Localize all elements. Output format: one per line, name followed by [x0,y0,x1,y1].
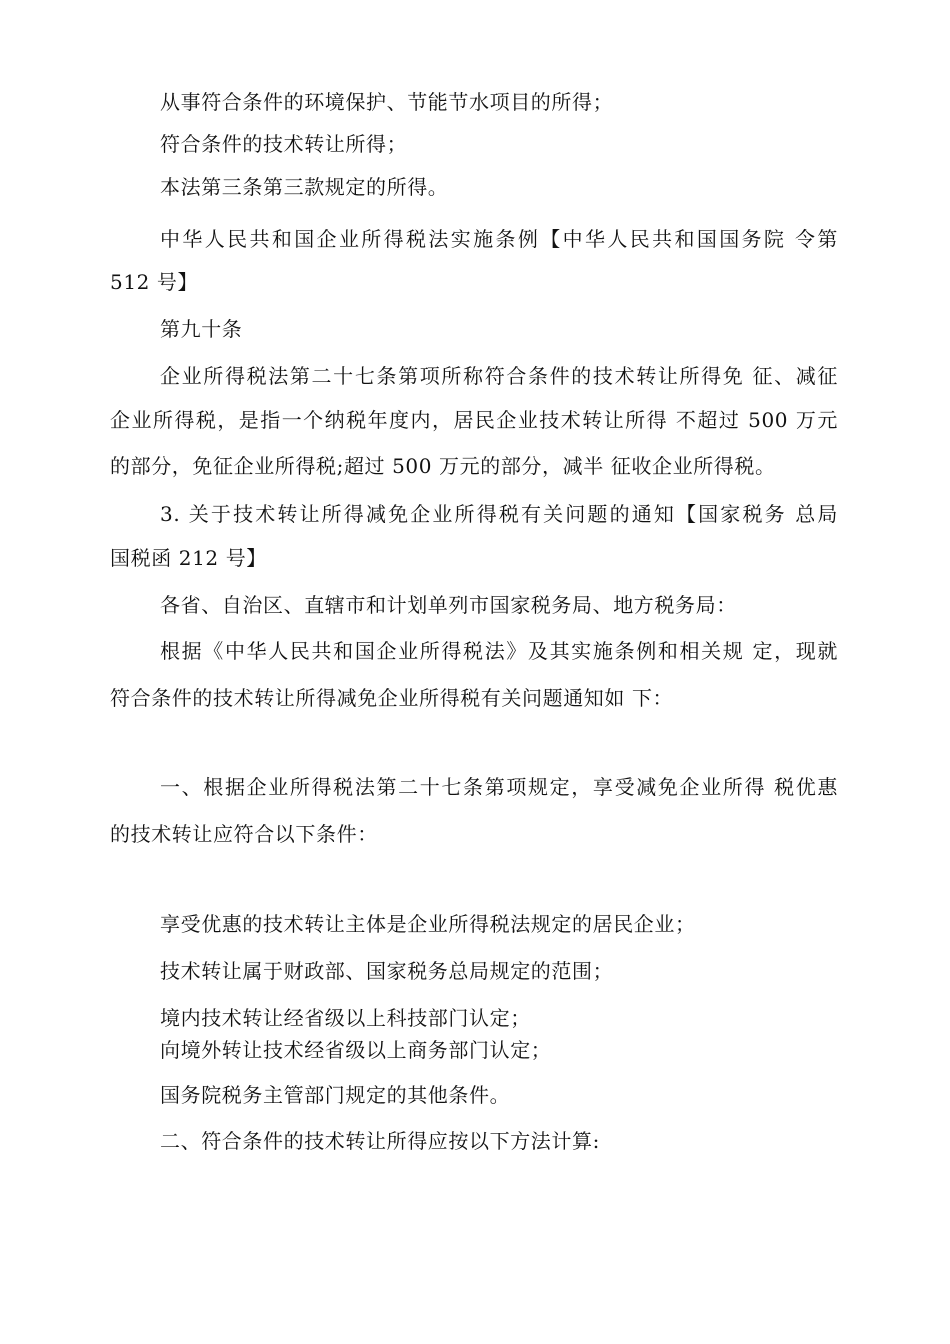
text-line: 企业所得税法第二十七条第项所称符合条件的技术转让所得免 征、减征 [160,364,838,388]
text-line: 符合条件的技术转让所得； [160,132,408,156]
text-line: 国务院税务主管部门规定的其他条件。 [160,1083,511,1107]
text-line: 企业所得税，是指一个纳税年度内，居民企业技术转让所得 不超过 500 万元 [110,408,838,432]
text-line: 向境外转让技术经省级以上商务部门认定； [160,1038,552,1062]
text-line: 第九十条 [160,317,243,341]
text-line: 各省、自治区、直辖市和计划单列市国家税务局、地方税务局： [160,593,737,617]
text-line: 技术转让属于财政部、国家税务总局规定的范围； [160,959,614,983]
text-line: 的部分，免征企业所得税;超过 500 万元的部分，减半 征收企业所得税。 [110,454,776,478]
text-line: 根据《中华人民共和国企业所得税法》及其实施条例和相关规 定，现就 [160,639,838,663]
text-line: 本法第三条第三款规定的所得。 [160,175,449,199]
text-line: 享受优惠的技术转让主体是企业所得税法规定的居民企业； [160,912,696,936]
text-line: 的技术转让应符合以下条件： [110,822,378,846]
text-line: 512 号】 [110,270,199,294]
text-line: 一、根据企业所得税法第二十七条第项规定，享受减免企业所得 税优惠 [160,775,838,799]
text-line: 境内技术转让经省级以上科技部门认定； [160,1006,531,1030]
text-line: 从事符合条件的环境保护、节能节水项目的所得； [160,90,614,114]
text-line: 3. 关于技术转让所得减免企业所得税有关问题的通知【国家税务 总局 [160,502,838,526]
text-line: 二、符合条件的技术转让所得应按以下方法计算: [160,1129,600,1153]
text-line: 中华人民共和国企业所得税法实施条例【中华人民共和国国务院 令第 [160,227,838,251]
text-line: 符合条件的技术转让所得减免企业所得税有关问题通知如 下： [110,686,674,710]
text-line: 国税函 212 号】 [110,546,267,570]
